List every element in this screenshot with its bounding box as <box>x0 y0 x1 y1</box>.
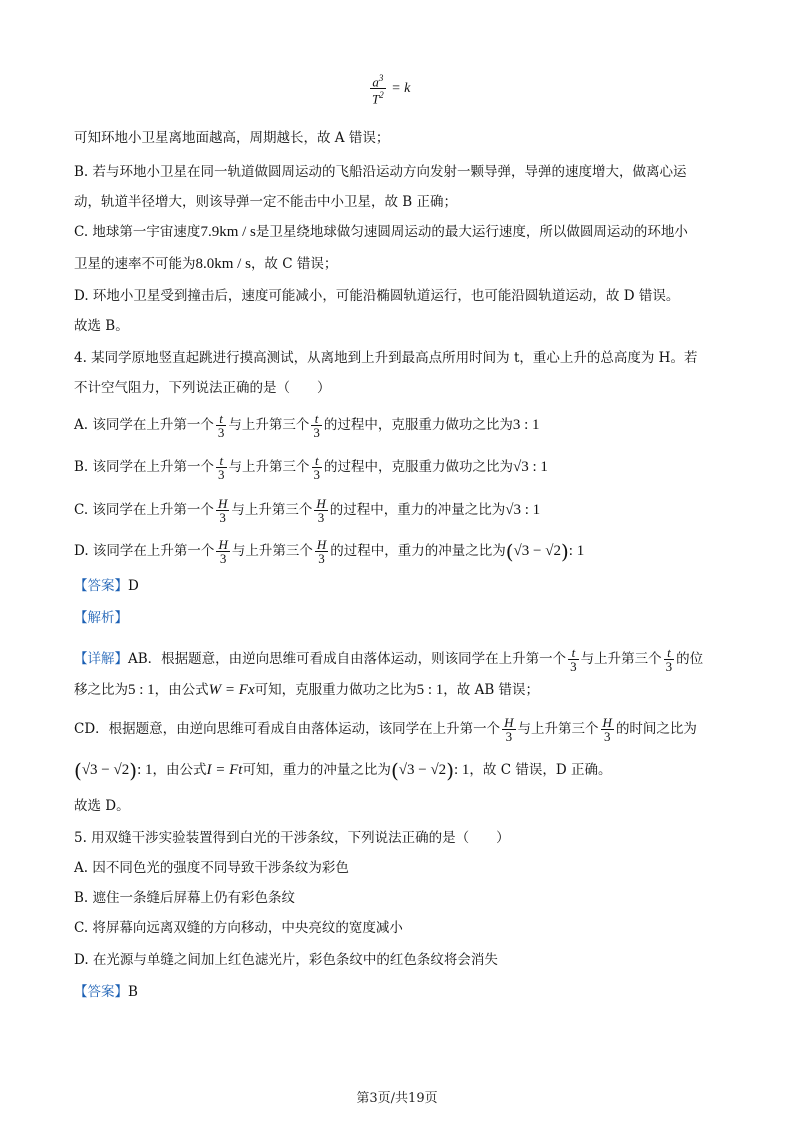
text-line: 卫星的速率不可能为8.0km / s，故 C 错误； <box>74 256 338 272</box>
formula-fraction: $\frac{a^3}{T^2}$ <box>372 73 384 107</box>
option-a: A. 因不同色光的强度不同导致干涉条纹为彩色 <box>74 860 349 876</box>
formula-rhs: = k <box>391 81 411 97</box>
analysis-4-label: 【解析】 <box>74 610 128 626</box>
text-line: 故选 D。 <box>74 798 130 814</box>
text-line: B. 若与环地小卫星在同一轨道做圆周运动的飞船沿运动方向发射一颗导弹，导弹的速度增大，做离心运 <box>74 164 687 180</box>
text-line: 动，轨道半径增大，则该导弹一定不能击中小卫星，故 B 正确； <box>74 194 458 210</box>
page-footer: 第3页/共19页 <box>356 1091 438 1106</box>
detail-line: CD．根据题意，由逆向思维可看成自由落体运动，该同学在上升第一个 $\frac{H}{3}$ 与上升第三个 $\frac{H}{3}$ 的时间之比为 <box>74 715 697 744</box>
option-d: D. 在光源与单缝之间加上红色滤光片，彩色条纹中的红色条纹将会消失 <box>74 952 498 968</box>
option-c: C. 该同学在上升第一个 $\frac{H}{3}$ 与上升第三个 $\frac{H}{3}$ 的过程中，重力的冲量之比为√3 : 1 <box>74 496 541 525</box>
option-d: D. 该同学在上升第一个 $\frac{H}{3}$ 与上升第三个 $\frac{H}{3}$ 的过程中，重力的冲量之比为(√3 − √2): 1 <box>74 537 585 566</box>
option-a: A. 该同学在上升第一个 $\frac{t}{3}$ 与上升第三个 $\frac{t}{3}$ 的过程中，克服重力做功之比为3 : 1 <box>74 411 540 440</box>
detail-line: 移之比为5 : 1，由公式W = Fx可知，克服重力做功之比为5 : 1，故 AB 错误； <box>74 682 540 698</box>
text-line: 故选 B。 <box>74 318 129 334</box>
option-c: C. 将屏幕向远离双缝的方向移动，中央亮纹的宽度减小 <box>74 920 403 936</box>
question-5-stem: 5. 用双缝干涉实验装置得到白光的干涉条纹，下列说法正确的是（ ） <box>74 830 510 846</box>
detail-line: (√3 − √2): 1，由公式I = Ft可知，重力的冲量之比为(√3 − √2): 1，故 C 错误，D 正确。 <box>74 758 612 783</box>
detail-line: 【详解】AB．根据题意，由逆向思维可看成自由落体运动，则该同学在上升第一个 $\frac{t}{3}$ 与上升第三个 $\frac{t}{3}$ 的位 <box>74 645 704 674</box>
text-line: 可知环地小卫星离地面越高，周期越长，故 A 错误； <box>74 130 390 146</box>
question-4-stem: 不计空气阻力，下列说法正确的是（ ） <box>74 380 331 396</box>
text-line: C. 地球第一宇宙速度7.9km / s是卫星绕地球做匀速圆周运动的最大运行速度，所以做圆周运动的环地小 <box>74 224 688 240</box>
kepler-formula <box>368 72 410 106</box>
answer-4: 【答案】D <box>74 578 139 594</box>
option-b: B. 该同学在上升第一个 $\frac{t}{3}$ 与上升第三个 $\frac{t}{3}$ 的过程中，克服重力做功之比为√3 : 1 <box>74 453 548 482</box>
text-line: D. 环地小卫星受到撞击后，速度可能减小，可能沿椭圆轨道运行，也可能沿圆轨道运动，故 D 错误。 <box>74 288 680 304</box>
answer-5: 【答案】B <box>74 984 138 1000</box>
option-b: B. 遮住一条缝后屏幕上仍有彩色条纹 <box>74 890 296 906</box>
question-4-stem: 4. 某同学原地竖直起跳进行摸高测试，从离地到上升到最高点所用时间为 t，重心上升的总高度为 H。若 <box>74 350 698 366</box>
